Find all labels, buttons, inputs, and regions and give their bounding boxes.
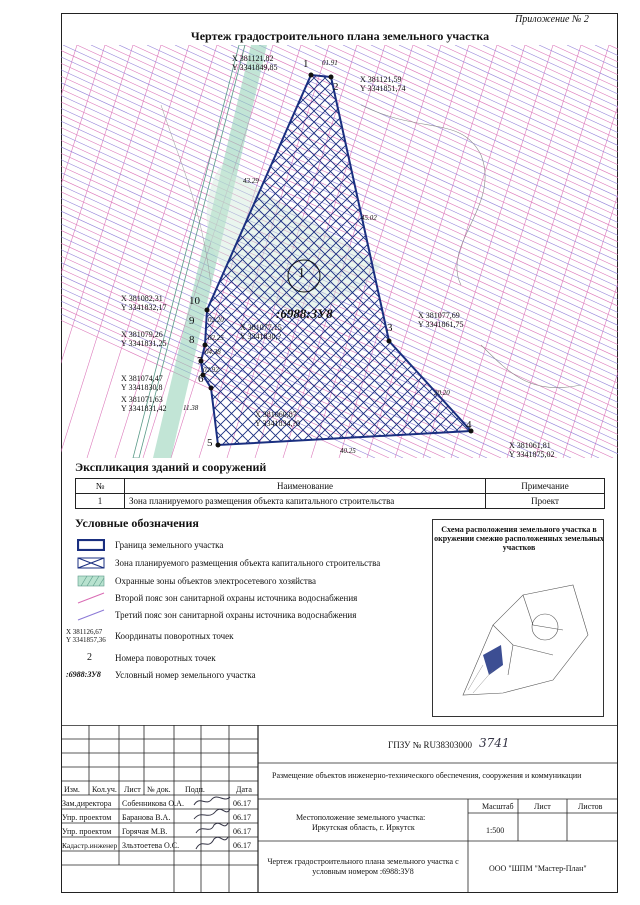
staff-date: 06.17 [233,813,251,822]
scale-label: Масштаб [482,802,514,811]
segment-length: 20.20 [434,389,450,397]
point-number: 10 [189,295,200,307]
legend-item [70,574,430,590]
schema-title: Схема расположения земельного участка в окружении смежно расположенных земельных участков [434,525,604,552]
company-name: ООО "ШПМ "Мастер-План" [489,864,587,873]
sheets-label: Листов [578,802,603,811]
segment-length: 02.92 [203,366,219,374]
point-number: 9 [189,315,195,327]
segment-length: 11.38 [183,404,199,412]
coord-x: X 381077,69 [418,311,460,320]
scale-value: 1:500 [486,826,505,835]
coord-x: X 381079,26 [121,330,163,339]
point-number: 6 [198,373,204,385]
legend-label: Зона планируемого размещения объекта капитального строительства [115,558,381,568]
gpzu-handwritten: 3741 [479,736,510,750]
segment-length: 45.02 [361,214,377,222]
location-schema [432,519,604,717]
coord-y: Y 3341831,25 [121,339,167,348]
table-cell: Зона планируемого размещения объекта капитального строительства [125,494,486,509]
col-header: Подп. [185,785,205,794]
location-value: Иркутская область, г. Иркутск [312,823,415,832]
gpzu-number: ГПЗУ № RU38303000 [388,740,472,750]
staff-name: Собенникова О.А. [122,799,184,808]
coord-y: Y 3341830,8 [121,383,163,392]
legend-label: Охранные зоны объектов электросетевого хозяйства [115,576,316,586]
legend-label: Условный номер земельного участка [115,670,256,680]
legend-label: Второй пояс зон санитарной охраны источника водоснабжения [115,593,358,603]
coord-x: X 381121,59 [360,75,402,84]
table-header: Наименование [125,479,486,494]
col-header: № док. [147,785,171,794]
signature-marks [190,793,234,855]
point-number: 1 [303,58,309,70]
zone-number: 1 [298,266,305,281]
legend-item [70,538,430,554]
table-cell: Проект [486,494,605,509]
coord-y: Y 3341831,42 [121,404,167,413]
coord-x: X 381071,63 [121,395,163,404]
page-title: Чертеж градостроительного плана земельного участка [190,29,490,43]
point-number: 5 [207,437,213,449]
legend-cadastre-sample: :6988:ЗУ8 [66,670,101,679]
point-number: 2 [333,81,339,93]
col-header: Дата [236,785,252,794]
segment-length: 01.91 [322,59,338,67]
project-purpose: Размещение объектов инженерно-технического обеспечения, сооружения и коммуникации [272,771,582,780]
coord-x: X 381077,15 [240,323,282,332]
staff-date: 06.17 [233,799,251,808]
coord-y: Y 3341849,85 [232,63,278,72]
table-header-row [76,479,605,494]
coord-y: Y 3341851,74 [360,84,406,93]
legend-coord-y: Y 3341857,36 [66,636,106,644]
staff-role: Упр. проектом [62,813,112,822]
staff-role: Зам.директора [62,799,112,808]
staff-role: Кадастр.инженер [62,841,118,850]
schema-map [453,565,593,705]
staff-name: Горячая М.В. [122,827,168,836]
legend-item [70,608,430,624]
segment-length: 04.38 [205,348,221,356]
col-header: Кол.уч. [92,785,117,794]
table-cell: 1 [76,494,125,509]
coord-y: Y 3341834,?0 [255,419,301,428]
power-zone-swatch [77,575,105,587]
coord-y: Y 3341875,02 [509,450,555,459]
location-label: Местоположение земельного участка: [296,813,426,822]
zone2-swatch [77,592,105,604]
legend-coord-x: X 381126,67 [66,628,103,636]
legend-label: Номера поворотных точек [115,653,216,663]
table-header: № [76,479,125,494]
zone3-swatch [77,609,105,621]
legend-item [70,556,430,572]
point-number: 7 [197,355,203,367]
table-row [76,494,605,509]
coord-x: X 381121,82 [232,54,274,63]
staff-date: 06.17 [233,841,251,850]
point-number: 4 [466,419,472,431]
drawing-title: Чертеж градостроительного плана земельного участка с условным номером :6988:ЗУ8 [267,857,459,876]
parcel-label: :6988:ЗУ8 [276,306,333,321]
legend-item [70,591,430,607]
legend-label: Координаты поворотных точек [115,631,234,641]
staff-name: Зльзтоетева О.С. [122,841,180,850]
explication-heading: Экспликация зданий и сооружений [75,460,267,474]
legend-heading: Условные обозначения [75,516,199,530]
staff-role: Упр. проектом [62,827,112,836]
table-header: Примечание [486,479,605,494]
hatch-swatch [77,557,105,569]
coord-y: Y 3341830,? [240,332,282,341]
coord-y: Y 3341832,17 [121,303,167,312]
coord-x: X 381060,87 [255,410,297,419]
point-number: 3 [387,322,393,334]
segment-length: 02.25 [208,334,224,342]
coord-x: X 381082,31 [121,294,163,303]
staff-name: Баранова В.А. [122,813,171,822]
col-header: Лист [124,785,141,794]
legend-label: Третий пояс зон санитарной охраны источника водоснабжения [115,610,357,620]
col-header: Изм. [64,785,80,794]
legend-num-sample: 2 [87,652,92,663]
appendix-label: Приложение № 2 [515,14,589,25]
legend-label: Граница земельного участка [115,540,224,550]
coord-y: Y 3341861,75 [418,320,464,329]
point-number: 8 [189,334,195,346]
sheet-label: Лист [534,802,551,811]
explication-table [75,478,605,509]
coord-x: X 381061,81 [509,441,551,450]
boundary-swatch [77,539,105,551]
segment-length: 02.20 [208,316,224,324]
staff-date: 06.17 [233,827,251,836]
coord-x: X 381074,47 [121,374,163,383]
segment-length: 40.25 [340,447,356,455]
segment-length: 43.29 [243,177,259,185]
